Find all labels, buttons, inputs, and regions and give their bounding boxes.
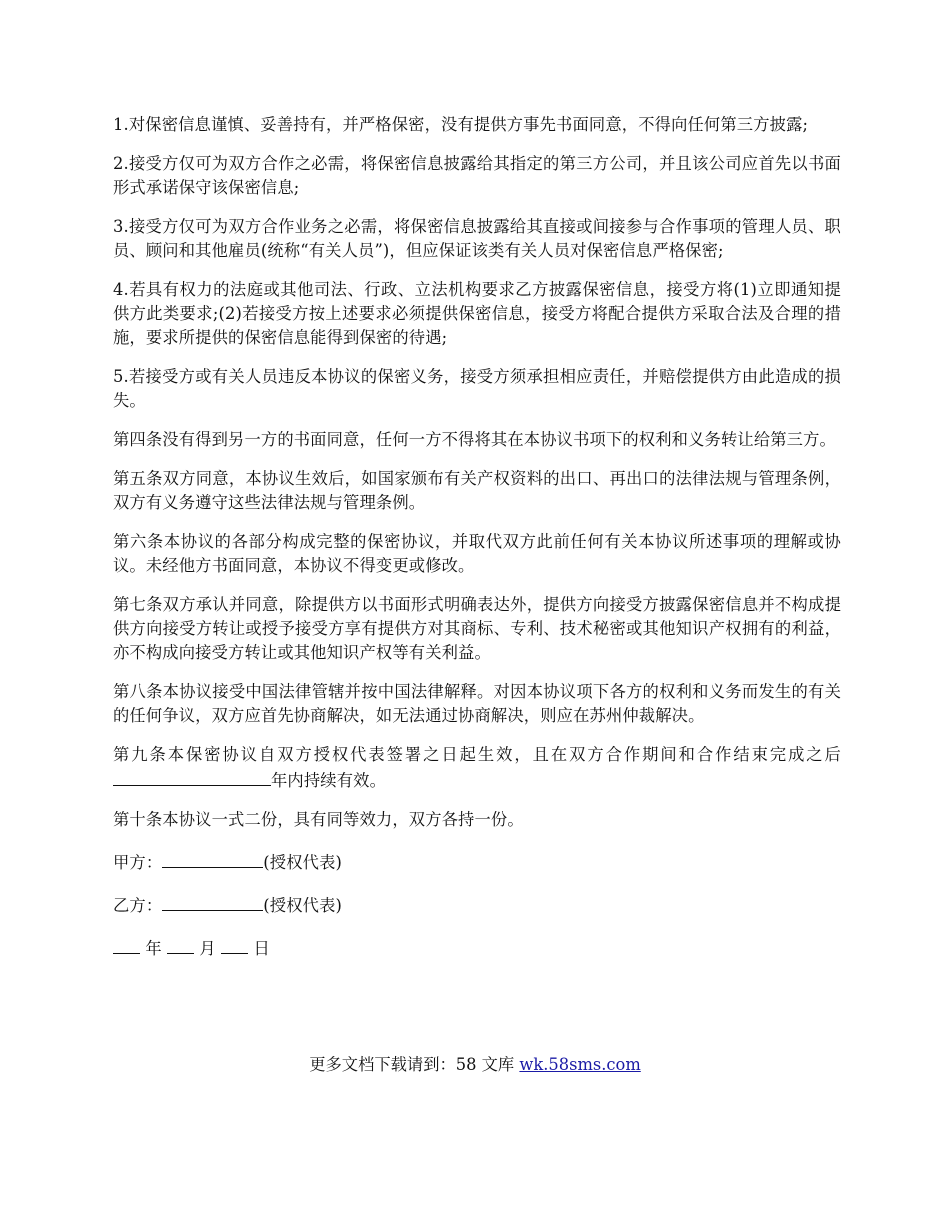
- document-body: [113, 113, 841, 978]
- party-a-line: [113, 849, 841, 875]
- date-line: [113, 935, 841, 961]
- party-b-suffix: (授权代表): [263, 896, 343, 915]
- month-blank: [167, 935, 194, 954]
- footer-link[interactable]: wk.58sms.com: [519, 1055, 641, 1074]
- article-8: 第八条本协议接受中国法律管辖并按中国法律解释。对因本协议项下各方的权利和义务而发生的有关的任何争议，双方应首先协商解决，如无法通过协商解决，则应在苏州仲裁解决。: [113, 682, 841, 725]
- party-b-line: [113, 892, 841, 918]
- party-a-suffix: (授权代表): [263, 853, 343, 872]
- party-b-label: 乙方：: [113, 896, 163, 915]
- party-b-signature-blank: [162, 892, 263, 911]
- article-7: 第七条双方承认并同意，除提供方以书面形式明确表达外，提供方向接受方披露保密信息并不构成提供方向接受方转让或授予接受方享有提供方对其商标、专利、技术秘密或其他知识产权拥有的利益，亦不构成向接受方转让或其他知识产权等有关利益。: [113, 595, 841, 662]
- year-blank: [113, 935, 140, 954]
- clause-1: 1.对保密信息谨慎、妥善持有，并严格保密，没有提供方事先书面同意，不得向任何第三方披露;: [113, 115, 809, 134]
- clause-3: 3.接受方仅可为双方合作业务之必需，将保密信息披露给其直接或间接参与合作事项的管理人员、职员、顾问和其他雇员(统称“有关人员”)，但应保证该类有关人员对保密信息严格保密;: [113, 217, 841, 260]
- clause-4: 4.若具有权力的法庭或其他司法、行政、立法机构要求乙方披露保密信息，接受方将(1)立即通知提供方此类要求;(2)若接受方按上述要求必须提供保密信息，接受方将配合提供方采取合法及合理的措施，要求所提供的保密信息能得到保密的待遇;: [113, 280, 841, 347]
- year-label: 年: [140, 939, 168, 958]
- party-a-label: 甲方：: [113, 853, 163, 872]
- article-5: 第五条双方同意，本协议生效后，如国家颁布有关产权资料的出口、再出口的法律法规与管理条例，双方有义务遵守这些法律法规与管理条例。: [113, 469, 841, 512]
- clause-5: 5.若接受方或有关人员违反本协议的保密义务，接受方须承担相应责任，并赔偿提供方由此造成的损失。: [113, 367, 841, 410]
- article-10: 第十条本协议一式二份，具有同等效力，双方各持一份。: [113, 810, 524, 829]
- article-4: 第四条没有得到另一方的书面同意，任何一方不得将其在本协议书项下的权利和义务转让给第三方。: [113, 430, 836, 449]
- article-9-tail: 年内持续有效。: [271, 771, 387, 790]
- article-6: 第六条本协议的各部分构成完整的保密协议，并取代双方此前任何有关本协议所述事项的理解或协议。未经他方书面同意，本协议不得变更或修改。: [113, 532, 841, 575]
- footer: [0, 1053, 950, 1077]
- footer-text: 更多文档下载请到：58 文库: [309, 1055, 520, 1074]
- party-a-signature-blank: [162, 849, 263, 868]
- years-blank: [113, 767, 271, 786]
- day-blank: [221, 935, 248, 954]
- article-9-text: 第九条本保密协议自双方授权代表签署之日起生效，且在双方合作期间和合作结束完成之后: [113, 745, 841, 764]
- month-label: 月: [194, 939, 222, 958]
- clause-2: 2.接受方仅可为双方合作之必需，将保密信息披露给其指定的第三方公司，并且该公司应首先以书面形式承诺保守该保密信息;: [113, 154, 841, 197]
- day-label: 日: [248, 939, 270, 958]
- article-9: [113, 743, 841, 793]
